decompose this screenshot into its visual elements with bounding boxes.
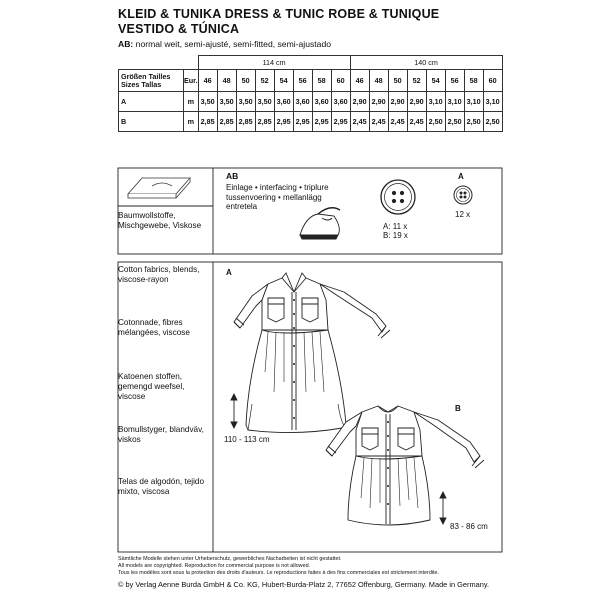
view-a-label: A <box>226 268 232 277</box>
interfacing-line-2: tussenvoering • mellanlägg <box>226 192 322 202</box>
copyright-note-en: All models are copyrighted. Reproduction for commercial purpose is not allowed. <box>118 563 311 569</box>
size-label-de-fr: Größen Tailles <box>121 71 171 81</box>
yardage-cell: 2,85 <box>217 112 236 132</box>
yardage-cell: 2,95 <box>331 112 350 132</box>
yardage-cell: 3,10 <box>483 92 502 112</box>
copyright-note-fr: Tous les modèles sont sous la protection des droits d'auteurs. Le reproductions faites à des fins commerciales est strictement interdite. <box>118 570 440 576</box>
size-header-cell: 52 <box>407 70 426 92</box>
yardage-cell: 2,45 <box>388 112 407 132</box>
yardage-cell: 2,95 <box>312 112 331 132</box>
size-header-cell: 50 <box>236 70 255 92</box>
size-header-cell: 50 <box>388 70 407 92</box>
eur-label: Eur. <box>184 70 199 92</box>
yardage-cell: 2,50 <box>483 112 502 132</box>
yardage-cell: 3,50 <box>236 92 255 112</box>
size-header-cell: 58 <box>312 70 331 92</box>
interfacing-line-1: Einlage • interfacing • triplure <box>226 183 329 192</box>
size-header-cell: 46 <box>350 70 369 92</box>
yardage-cell: 2,90 <box>407 92 426 112</box>
dress-a-length-arrow <box>231 394 237 428</box>
size-header-cell: 46 <box>198 70 217 92</box>
yardage-cell: 3,50 <box>198 92 217 112</box>
size-header-cell: 54 <box>274 70 293 92</box>
fabric-nl: Katoenen stoffen, gemengd weefsel, viscose <box>118 372 185 401</box>
size-header-cell: 52 <box>255 70 274 92</box>
fabric-fr: Cotonnade, fibres mélangées, viscose <box>118 318 190 337</box>
iron-icon <box>300 208 340 239</box>
size-header-cell: 56 <box>445 70 464 92</box>
yardage-cell: 2,45 <box>350 112 369 132</box>
fabric-en: Cotton fabrics, blends, viscose-rayon <box>118 265 200 284</box>
size-header-cell: 58 <box>464 70 483 92</box>
button-large-icon <box>381 180 415 214</box>
width-group-1: 114 cm <box>198 56 350 70</box>
notions-ab-label: AB <box>226 171 239 181</box>
yardage-cell: 2,45 <box>369 112 388 132</box>
button-count-a: A: 11 x <box>383 222 408 231</box>
yardage-cell: 2,85 <box>255 112 274 132</box>
unit-b: m <box>184 112 199 132</box>
yardage-cell: 2,85 <box>236 112 255 132</box>
interfacing-line-3: entretela <box>226 202 258 211</box>
button-count-small: 12 x <box>455 210 471 219</box>
view-b-length: 83 - 86 cm <box>450 522 488 531</box>
tunic-b-illustration <box>326 406 484 525</box>
button-small-icon <box>454 186 472 204</box>
fabric-swatch-icon <box>128 178 190 198</box>
yardage-cell: 3,60 <box>293 92 312 112</box>
yardage-cell: 3,10 <box>426 92 445 112</box>
title-line-1: KLEID & TUNIKA DRESS & TUNIC ROBE & TUNIQUE <box>118 7 440 21</box>
row-label-a: A <box>119 92 184 112</box>
yardage-cell: 2,85 <box>198 112 217 132</box>
yardage-cell: 3,50 <box>217 92 236 112</box>
width-group-2: 140 cm <box>350 56 502 70</box>
yardage-cell: 2,90 <box>388 92 407 112</box>
button-a-label: A <box>458 172 464 181</box>
yardage-cell: 2,95 <box>293 112 312 132</box>
yardage-cell: 3,50 <box>255 92 274 112</box>
unit-a: m <box>184 92 199 112</box>
view-a-length: 110 - 113 cm <box>224 435 270 444</box>
size-header-cell: 48 <box>369 70 388 92</box>
copyright-note-de: Sämtliche Modelle stehen unter Urheberschutz, gewerbliches Nacharbeiten ist nicht gestattet. <box>118 556 342 562</box>
fit-text: normal weit, semi-ajusté, semi-fitted, semi-ajustado <box>133 39 332 49</box>
yardage-cell: 3,60 <box>312 92 331 112</box>
tunic-b-length-arrow <box>440 492 446 524</box>
yardage-cell: 2,90 <box>369 92 388 112</box>
yardage-cell: 2,50 <box>464 112 483 132</box>
yardage-cell: 2,45 <box>407 112 426 132</box>
yardage-cell: 2,50 <box>426 112 445 132</box>
yardage-cell: 3,10 <box>445 92 464 112</box>
yardage-cell: 3,60 <box>274 92 293 112</box>
size-label-en-es: Sizes Tallas <box>121 79 162 89</box>
yardage-cell: 2,50 <box>445 112 464 132</box>
fabric-de: Baumwollstoffe, Mischgewebe, Viskose <box>118 211 202 230</box>
fabric-es: Telas de algodón, tejido mixto, viscosa <box>118 477 205 496</box>
size-header-cell: 60 <box>331 70 350 92</box>
yardage-cell: 3,10 <box>464 92 483 112</box>
button-count-b: B: 19 x <box>383 231 408 240</box>
yardage-cell: 2,95 <box>274 112 293 132</box>
publisher-copyright: © by Verlag Aenne Burda GmbH & Co. KG, Hubert-Burda-Platz 2, 77652 Offenburg, Germany. Made in Germany. <box>118 580 490 589</box>
title-line-2: VESTIDO & TÚNICA <box>118 22 240 36</box>
fit-prefix: AB: <box>118 39 134 49</box>
row-label-b: B <box>119 112 184 132</box>
size-header-cell: 56 <box>293 70 312 92</box>
yardage-cell: 2,90 <box>350 92 369 112</box>
size-header-cell: 48 <box>217 70 236 92</box>
fabric-sv: Bomullstyger, blandväv, viskos <box>118 425 204 444</box>
yardage-cell: 3,60 <box>331 92 350 112</box>
dress-a-illustration <box>234 273 390 433</box>
view-b-label: B <box>455 404 461 413</box>
size-header-cell: 54 <box>426 70 445 92</box>
size-header-cell: 60 <box>483 70 502 92</box>
